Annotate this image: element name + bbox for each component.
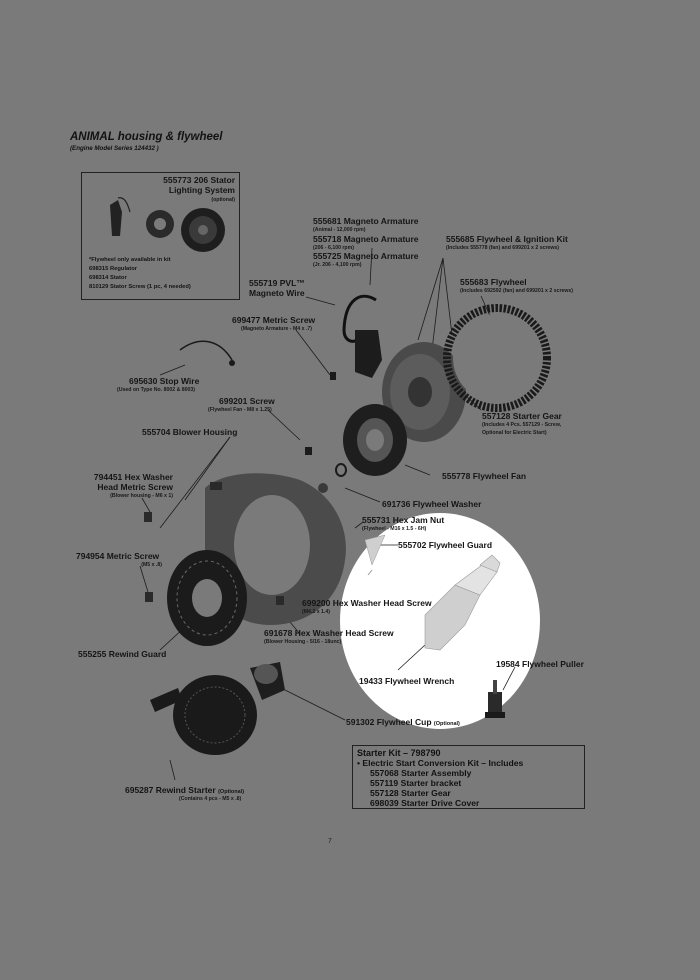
sublabel-555725: (Jr. 206 - 4,100 rpm) xyxy=(313,262,362,268)
label-695287-optional: (Optional) xyxy=(218,789,245,795)
label-794954: 794954 Metric Screw xyxy=(76,551,160,561)
label-699200: 699200 Hex Washer Head Screw xyxy=(302,598,432,608)
leader-line xyxy=(306,297,335,305)
leader-line xyxy=(418,258,443,340)
label-555704: 555704 Blower Housing xyxy=(142,427,238,437)
label-555725: 555725 Magneto Armature xyxy=(313,251,419,261)
label-555255: 555255 Rewind Guard xyxy=(78,649,167,659)
rewind-guard-art xyxy=(167,550,247,646)
label-691736: 691736 Flywheel Washer xyxy=(382,499,482,509)
label-691678: 691678 Hex Washer Head Screw xyxy=(264,628,394,638)
kit-title: Starter Kit – 798790 xyxy=(357,748,441,758)
leader-line xyxy=(285,690,345,720)
flywheel-cup-art xyxy=(250,662,285,700)
sublabel-555683: (Includes 692592 (fan) and 699201 x 2 screws) xyxy=(460,288,574,294)
sublabel-555685: (Includes 555778 (fan) and 699201 x 2 screws) xyxy=(446,245,560,251)
label-555685: 555685 Flywheel & Ignition Kit xyxy=(446,234,568,244)
leader-line xyxy=(398,645,425,670)
kit-item: 557068 Starter Assembly xyxy=(370,768,472,778)
leader-line xyxy=(296,330,330,375)
sublabel-691678: (Blower Housing - 5/16 - 18unc) xyxy=(264,639,342,645)
leader-line xyxy=(140,566,148,592)
page-subtitle: (Engine Model Series 124432 ) xyxy=(70,145,159,152)
inset-title-line2: Lighting System xyxy=(168,185,235,195)
kit-item: 557128 Starter Gear xyxy=(370,788,451,798)
metric-screw-art xyxy=(330,372,336,380)
page-title: ANIMAL housing & flywheel xyxy=(70,131,223,143)
sublabel-557128-line1: (Includes 4 Pcs. 557129 - Screw, xyxy=(482,422,562,428)
inset-item: 698315 Regulator xyxy=(89,266,138,272)
page-number: 7 xyxy=(328,838,332,845)
sublabel-695630: (Used on Type No. 8002 & 8003) xyxy=(117,387,196,393)
label-555702: 555702 Flywheel Guard xyxy=(398,540,493,550)
inset-optional-note: (optional) xyxy=(211,197,235,203)
label-19584: 19584 Flywheel Puller xyxy=(496,659,584,669)
leader-line xyxy=(432,258,443,350)
label-555719-line1: 555719 PVL™ xyxy=(249,278,305,288)
sublabel-794954: (M5 x .8) xyxy=(141,562,162,568)
label-591302-optional: (Optional) xyxy=(433,721,460,727)
flywheel-guard-art xyxy=(365,535,385,565)
kit-item: 557119 Starter bracket xyxy=(370,778,462,788)
label-591302 xyxy=(346,717,460,729)
label-794451-line1: 794451 Hex Washer xyxy=(93,472,173,482)
label-555718: 555718 Magneto Armature xyxy=(313,234,419,244)
sublabel-699200: (M4.2 x 1.4) xyxy=(302,609,330,615)
rewind-starter-art xyxy=(150,675,257,755)
label-591302-name: 591302 Flywheel Cup xyxy=(346,717,432,727)
leader-line xyxy=(345,488,380,502)
label-555681: 555681 Magneto Armature xyxy=(313,216,419,226)
flywheel-fan-art xyxy=(343,404,407,476)
inset-item: 698314 Stator xyxy=(89,275,127,281)
stator-kit-inset xyxy=(81,172,240,300)
sublabel-555731: (Flywheel - M16 x 1.5 - 6H) xyxy=(362,526,427,532)
label-557128: 557128 Starter Gear xyxy=(482,411,562,421)
label-699477: 699477 Metric Screw xyxy=(232,315,316,325)
sublabel-794451: (Blower housing - M6 x 1) xyxy=(110,493,173,499)
sublabel-555681: (Animal - 12,000 rpm) xyxy=(313,227,366,233)
starter-kit-box xyxy=(352,745,585,809)
label-699201: 699201 Screw xyxy=(219,396,275,406)
label-555683: 555683 Flywheel xyxy=(460,277,527,287)
leader-line xyxy=(142,498,150,512)
leader-line xyxy=(503,667,515,690)
magneto-armature-art xyxy=(355,330,382,378)
flywheel-puller-art xyxy=(485,680,505,718)
inset-item: 810129 Stator Screw (1 pc, 4 needed) xyxy=(89,284,191,290)
inset-flywheel-note: *Flywheel only available in kit xyxy=(89,257,171,263)
stop-wire-art xyxy=(180,341,232,360)
inset-title-line1: 555773 206 Stator xyxy=(163,175,235,185)
leader-line xyxy=(268,410,300,440)
leader-line xyxy=(160,365,185,375)
sublabel-555718: (206 - 6,100 rpm) xyxy=(313,245,354,251)
label-555731: 555731 Hex Jam Nut xyxy=(362,515,445,525)
kit-bullet: • Electric Start Conversion Kit – Includes xyxy=(357,758,524,768)
leader-line xyxy=(405,465,430,475)
leader-line xyxy=(443,258,452,335)
label-19433: 19433 Flywheel Wrench xyxy=(359,676,455,686)
sublabel-699477: (Magneto Armature - M4 x .7) xyxy=(241,326,313,332)
label-695287-name: 695287 Rewind Starter xyxy=(125,785,216,795)
label-695630: 695630 Stop Wire xyxy=(129,376,200,386)
leader-line xyxy=(170,760,175,780)
label-794451-line2: Head Metric Screw xyxy=(97,482,173,492)
kit-item: 698039 Starter Drive Cover xyxy=(370,798,480,808)
sublabel-699201: (Flywheel Fan - M8 x 1.25) xyxy=(208,407,272,413)
sublabel-557128-line2: Optional for Electric Start) xyxy=(482,430,547,436)
sublabel-695287: (Contains 4 pcs - M5 x .8) xyxy=(179,796,242,802)
label-555778: 555778 Flywheel Fan xyxy=(442,471,527,481)
flywheel-wrench-art xyxy=(425,555,500,650)
label-555719-line2: Magneto Wire xyxy=(249,288,305,298)
